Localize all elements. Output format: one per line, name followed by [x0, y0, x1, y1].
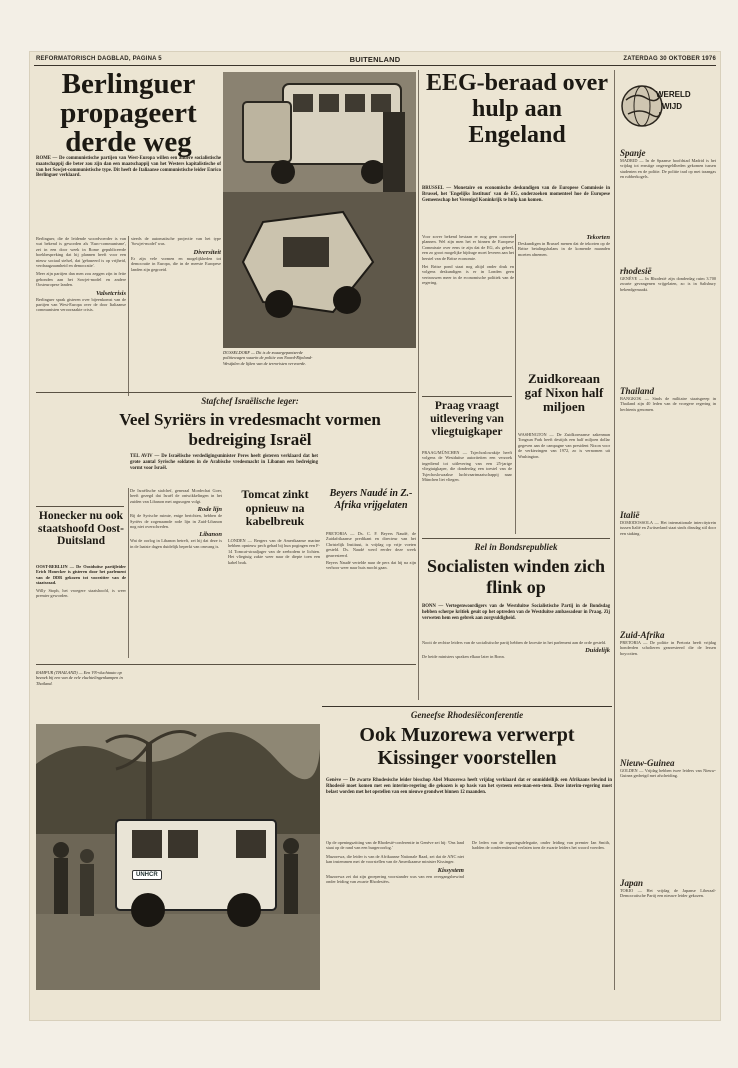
- rhodesie-subhead: Kissystem: [437, 866, 464, 874]
- photo-police-van: [223, 72, 416, 348]
- sidebar-heading-zuid-afrika: Zuid-Afrika: [620, 630, 665, 640]
- berlinguer-lead: ROME — De communistische partijen van West-Europa willen een andere socialistische maatschappij die beter zou zijn dan een maatschappij van het Westers kapitalistische of van het Sowjet-communistische type. Dit heeft de Italiaanse communistische leider Enrico Berlinguer verklaard.: [36, 156, 221, 179]
- stafchef-p1: De Israëlische stafchef, generaal Mordechai Goer, heeft gezegd dat Israël de ontwikkelingen in het zuiden van Libanon met argusogen volgt.: [130, 488, 222, 504]
- eeg-subhead: Tekorten: [586, 234, 610, 241]
- stafchef-p2: Bij de Syrische ruimte, enige berichten, hebben de Syriërs de zogenaamde rode lijn in Zuid-Libanon nog niet overschreden.: [130, 513, 222, 530]
- berlinguer-subhead-1: Valsetcrisis: [96, 289, 126, 297]
- photo-police-van-caption: DUSSELDORF — Dit is de zwaargepantserde politiewagen waarin de politie van Noord-Rijnland-Westfalen de lijken van de terroristen vervoerde.: [223, 350, 313, 366]
- honecker-p1: OOST-BERLIJN — De Oostduitse partijleider Erich Honecker is gisteren door het parlement van de DDR gekozen tot voorzitter van de staatsraad.: [36, 564, 126, 586]
- sidebar-heading-rhodesie: rhodesië: [620, 266, 652, 276]
- sidebar-body-rhodesie: GENÈVE — In Rhodesië zijn donderdag ruim 3.700 zwarte gevangenen vrijgelaten, zo is in Salisbury bekendgemaakt.: [620, 276, 716, 292]
- zuidkoreaan-body: WASHINGTON — De Zuidkoreaanse zakenman Tongsun Park heeft destijds een half miljoen dollar gegeven aan de campagne van president Nixon voor de verkiezingen van 1972, zo is vernomen uit Washington.: [518, 432, 610, 459]
- eeg-p1: Voor zover bekend bestaan er nog geen concrete plannen. Wel zijn men het er binnen de Europese Commissie over eens te zijn dat de EG, als geheel, een zo groot mogelijke bijdrage moet leveren aan het herstel van de Britse economie.: [422, 234, 514, 261]
- section-title: BUITENLAND: [349, 55, 401, 64]
- eeg-lead: BRUSSEL — Monetaire en economische deskundigen van de Europese Commissie in Brussel, het 'Engelijks Instituut' van de EG, onderzoeken momenteel hoe de Europese Gemeenschap het Verenigd Koninkrijk te hulp kan komen.: [422, 186, 610, 203]
- praag-rule: [422, 396, 512, 397]
- sidebar-heading-japan: Japan: [620, 878, 644, 888]
- masthead-left: REFORMATORISCH DAGBLAD, PAGINA 5: [36, 56, 162, 62]
- stafchef-kicker: Stafchef Israëlische leger:: [201, 396, 299, 406]
- sidebar-item-rhodesie: [620, 266, 716, 386]
- eeg-col1: [422, 234, 514, 379]
- rhodesie-p1: Op de openingszitting van de Rhodesië-conferentie in Genève zei hij: 'Ons land staat op de rand van een burgeroorlog.': [326, 840, 464, 851]
- section-rule: [36, 392, 416, 393]
- berlinguer-subhead-2: Diversiteit: [193, 248, 221, 256]
- photo-unhcr-vehicle-image: [36, 724, 320, 990]
- praag-body: PRAAG/MÜNCHEN — Tsjechoslowakije heeft volgens de Westduitse autoriteiten een verzoek ingediend tot uitlevering van een 25-jarige vliegtuigkaper, die donderdag een toestel van de Tsjechoslowaakse luchtvaartmaatschappij naar München liet vliegen.: [422, 450, 512, 483]
- sidebar-body-japan: TOKIO — Het vrijdag de Japanse Liberaal-Democratische Partij een nieuwe leider gekozen.: [620, 888, 716, 899]
- rhodesie-col2: [472, 840, 610, 990]
- eeg-p2: Het Britse pond staat nog altijd onder druk en volgens deskundigen is er in Londen geen vertrouwen meer in de economische politiek van de regering.: [422, 264, 514, 286]
- rel-cols: [422, 640, 610, 702]
- zuidkoreaan-headline: Zuidkoreaan gaf Nixon half miljoen: [524, 371, 604, 414]
- berlinguer-col2-text: steeds de automatische projectie van het type 'Sowjet-model' was.: [131, 236, 221, 247]
- eeg-headline: EEG-beraad over hulp aan Engeland: [426, 70, 608, 148]
- stafchef-lead: [130, 454, 318, 486]
- sidebar-item-zuid-afrika: [620, 630, 716, 758]
- sidebar-heading-thailand: Thailand: [620, 386, 655, 396]
- wereld-wijd-logo: [620, 74, 691, 138]
- unhcr-vehicle-label: UNHCR: [132, 870, 162, 880]
- berlinguer-headline: Berlinguer propageert derde weg: [60, 68, 197, 158]
- rel-kicker: Rel in Bondsrepubliek: [474, 542, 558, 552]
- sidebar-item-spanje: [620, 148, 716, 266]
- stafchef-subhead-2: Libanon: [199, 531, 222, 539]
- sidebar-body-zuid-afrika: PRETORIA — De politie in Pretoria heeft vrijdag honderden scholieren gearresteerd die de lessen boycotten.: [620, 640, 716, 656]
- sidebar-body-nieuw-guinea: GOLDEN — Vrijdag hebben twee leiders van Nieuw-Guinea gedreigd met afscheiding.: [620, 768, 716, 779]
- sidebar-item-nieuw-guinea: [620, 758, 716, 878]
- rhodesie-rule: [322, 706, 612, 707]
- honecker-rule: [36, 506, 124, 507]
- sidebar-item-japan: [620, 878, 716, 978]
- rhodesie-col1: [326, 840, 464, 990]
- berlinguer-p3: Berlinguer sprak gisteren over bijeenkomst van de partijen van West-Europa over de door Italiaanse communisten veroorzaakte crisis.: [36, 296, 126, 313]
- beyers-headline: Beyers Naudé in Z.-Afrika vrijgelaten: [329, 488, 413, 511]
- eeg-col2: [518, 234, 610, 379]
- masthead-date: ZATERDAG 30 OKTOBER 1976: [623, 56, 716, 62]
- rel-lead: BONN — Vertegenwoordigers van de Westduitse Socialistische Partij in de Bondsdag hebben scherpe kritiek geuit op het optreden van de Westduitse ambassadeur in Praag. Zij verweten hem een gebrek aan zorgvuldigheid.: [422, 604, 610, 621]
- logo-line1: WERELD: [656, 90, 691, 99]
- masthead-rule: [34, 65, 716, 66]
- tomcat-body: LONDEN — Bergers van de Amerikaanse marine hebben opnieuw pech gehad bij hun pogingen een F-14 Tomcat-straaljager van de zeebodem te lichten. Het vliegtuig zakte weer naar de diepte toen een kabel brak.: [228, 538, 320, 565]
- stafchef-p3: Wat de oorlog in Libanon betreft, zei hij dat deze is in de laatste dagen duidelijk beperkt van omvang is.: [130, 538, 222, 549]
- logo-line2: WIJD: [662, 102, 682, 111]
- sidebar-heading-nieuw-guinea: Nieuw-Guinea: [620, 758, 675, 768]
- sidebar-divider: [614, 70, 615, 990]
- rhodesie-p4: De leden van de regeringsdelegatie, onder leiding van premier Ian Smith, hadden de conferentiezaal verlaten toen de zwarte leiders het woord voerden.: [472, 840, 610, 851]
- berlinguer-col1: [36, 236, 126, 396]
- photo-unhcr-vehicle: [36, 724, 320, 990]
- stafchef-headline: Veel Syriërs in vredesmacht vormen bedreiging Israël: [119, 410, 381, 449]
- honecker-p2: Willy Stoph, het vroegere staatshoofd, is weer premier geworden.: [36, 587, 126, 599]
- column-rule: [128, 236, 129, 396]
- tomcat-headline: Tomcat zinkt opnieuw na kabelbreuk: [241, 487, 309, 528]
- beyers-box: [326, 488, 416, 658]
- rhodesie-lead: Genève — De zwarte Rhodesische leider bisschop Abel Muzorewa heeft vrijdag verklaard dat er onmiddellijk een Afrikaans bewind in Rhodesië moet komen met een interim-regering die gekozen is op basis van het systeem een-man-een-stem. Deze interim-regering moet belast worden met het opstellen van een nieuwe grondwet binnen 12 maanden.: [326, 778, 612, 795]
- praag-headline: Praag vraagt uitlevering van vliegtuigkaper: [430, 400, 504, 438]
- berlinguer-p2: Meer zijn partijen dan men zou zeggen zijn in feite gebonden aan het Sowjet-model en andere Oosteuropese landen.: [36, 271, 126, 288]
- rhodesie-p2: Muzorewa, die leider is van de Afrikaanse Nationale Raad, zei dat de ANC niet kan instemmen met de voorstellen van de Amerikaanse minister Kissinger.: [326, 853, 464, 865]
- stafchef-lead-text: TEL AVIV — De Israëlische verdedigingsminister Peres heeft gisteren verklaard dat het grote aantal Syrische soldaten in de Arabische vredesmacht in Libanon een bedreiging vormt voor Israël.: [130, 454, 318, 471]
- rel-body-2: Nooit de rechtse leiders van de socialistische partij hebben de kwestie in het parlement aan de orde gesteld.: [422, 640, 607, 645]
- rhodesie-headline: Ook Muzorewa verwerpt Kissinger voorstellen: [359, 724, 575, 769]
- eeg-p3: Deskundigen in Brussel menen dat de tekorten op de Britse betalingsbalans in de komende maanden moeten afnemen.: [518, 241, 610, 257]
- sidebar-item-thailand: [620, 386, 716, 510]
- sidebar-body-spanje: MADRID — In de Spaanse hoofdstad Madrid is het vrijdag tot ernstige ongeregeldheden gekomen tussen studenten en de politie. De politie trad op met traangas en rubberkogels.: [620, 158, 716, 180]
- newspaper-page: [30, 52, 720, 1020]
- sidebar-news-column: [620, 148, 716, 990]
- column-rule: [418, 70, 419, 700]
- section-rule: [422, 538, 610, 539]
- beyers-body: PRETORIA — Ds. C. F. Beyers Naudé, de Zuidafrikaanse predikant en directeur van het Christelijk Instituut, is vrijdag op vrije voeten gesteld. Ds. Naudé werd eerder deze week gearresteerd.: [326, 531, 416, 558]
- rel-subhead: Duidelijk: [585, 647, 610, 655]
- sidebar-body-italie: DOMODOSSOLA — Het internationale intercitytrein tussen Italië en Zwitserland staat sinds dinsdag stil door een staking.: [620, 520, 716, 536]
- sidebar-body-thailand: BANGKOK — Sinds de militaire staatsgreep in Thailand zijn 40 leden van de vroegere regering in hechtenis genomen.: [620, 396, 716, 412]
- sidebar-heading-spanje: Spanje: [620, 148, 646, 158]
- column-rule: [515, 234, 516, 534]
- sidebar-heading-italie: Italië: [620, 510, 640, 520]
- beyers-body-2: Beyers Naudé vertelde naar de pers dat hij na zijn verhoor weer naar huis mocht gaan.: [326, 560, 416, 571]
- column-rule: [128, 488, 129, 658]
- honecker-headline: Honecker nu ook staatshoofd Oost-Duitsland: [38, 510, 124, 547]
- berlinguer-col2b: Er zijn vele vormen en mogelijkheden tot democratie in Europa, die in de meeste Europese landen zijn gegroeid.: [131, 255, 221, 272]
- rhodesie-kicker: Geneefse Rhodesiëconferentie: [410, 710, 524, 720]
- honecker-body: [36, 564, 126, 664]
- sidebar-item-italie: [620, 510, 716, 630]
- photo-police-van-image: [223, 72, 416, 348]
- rhodesie-p3: Muzorewa zei dat zijn groepering voorstander was van een overgangsbewind onder leiding van zwarte Rhodesiërs.: [326, 873, 464, 885]
- tomcat-box: [228, 488, 322, 534]
- berlinguer-p1: Berlinguer, die de leidende woordvoerder is van wat bekend is geworden als 'Euro-communisme', zei in een door week in Rome gepubliceerde boekbespreking dat hij plannen heeft voor een nieuw sociaal stelsel, dat 'gebaseerd is op vrijheid, verdraagzaamheid en democratie'.: [36, 236, 126, 269]
- stafchef-subhead: Rode lijn: [197, 506, 222, 514]
- rel-headline: Socialisten winden zich flink op: [426, 556, 605, 597]
- stafchef-col1: [130, 488, 222, 658]
- berlinguer-col2: [131, 236, 221, 396]
- rel-body-3: De beide ministers spraken elkaar later in Bonn.: [422, 654, 505, 660]
- section-rule: [36, 664, 416, 665]
- photo-unhcr-caption: RAMPUR (THAILAND) — Een VN-vluchtauto op bezoek bij een van de vele vluchtelingenkampen in Thailand.: [36, 670, 123, 686]
